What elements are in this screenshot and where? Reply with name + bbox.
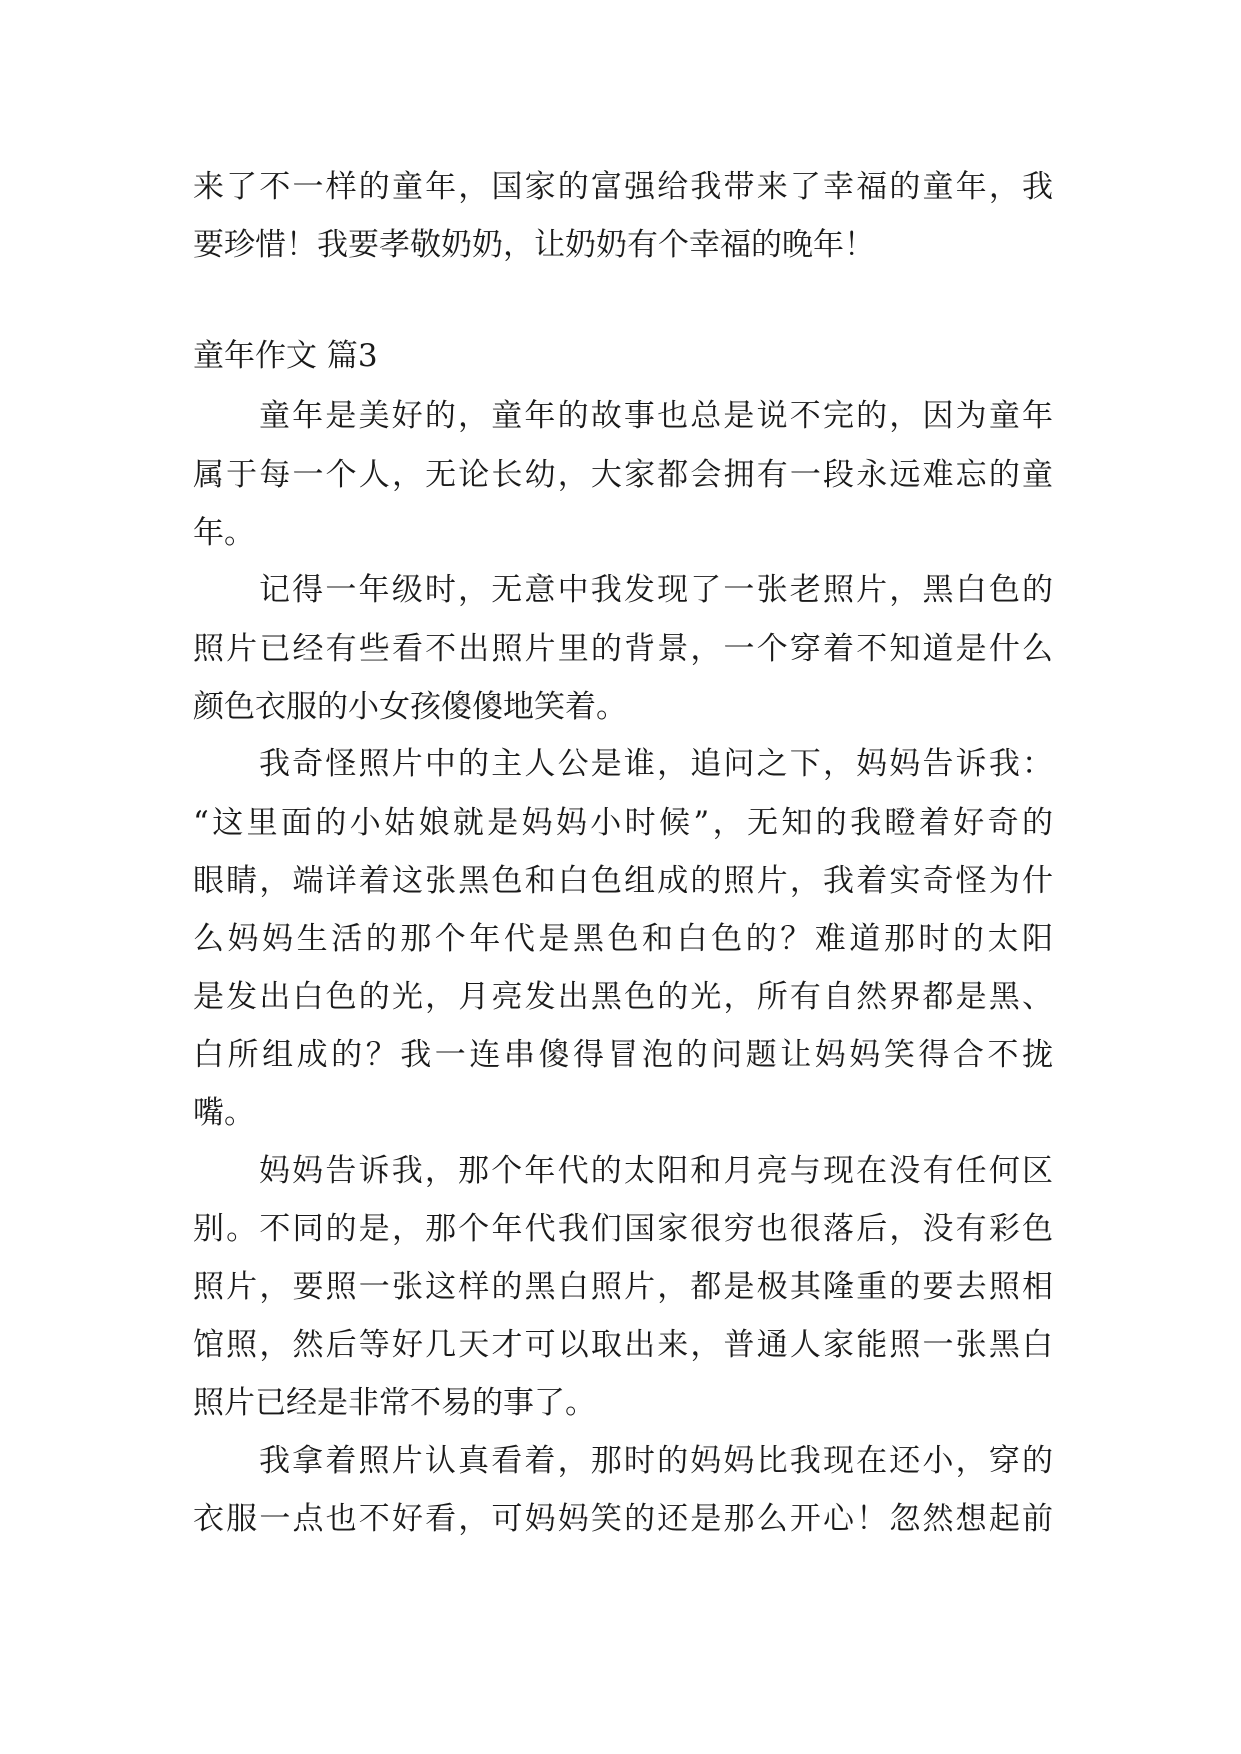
text-line: 嘴。: [193, 1095, 255, 1131]
text-line: 属于每一个人，无论长幼，大家都会拥有一段永远难忘的童: [193, 457, 1053, 493]
text-line: 照片已经是非常不易的事了。: [193, 1385, 596, 1421]
text-line: 童年是美好的，童年的故事也总是说不完的，因为童年: [259, 398, 1053, 434]
text-line: 要珍惜！我要孝敬奶奶，让奶奶有个幸福的晚年！: [193, 227, 875, 263]
text-line: 我拿着照片认真看着，那时的妈妈比我现在还小，穿的: [259, 1443, 1053, 1479]
text-line: 么妈妈生活的那个年代是黑色和白色的？难道那时的太阳: [193, 921, 1053, 957]
text-line: 是发出白色的光，月亮发出黑色的光，所有自然界都是黑、: [193, 979, 1053, 1015]
text-line: “这里面的小姑娘就是妈妈小时候”，无知的我瞪着好奇的: [193, 805, 1053, 841]
text-line: 照片已经有些看不出照片里的背景，一个穿着不知道是什么: [193, 631, 1053, 667]
text-line: 照片，要照一张这样的黑白照片，都是极其隆重的要去照相: [193, 1269, 1053, 1305]
text-line: 来了不一样的童年，国家的富强给我带来了幸福的童年，我: [193, 169, 1053, 205]
text-line: 年。: [193, 515, 255, 551]
text-line: 我奇怪照片中的主人公是谁，追问之下，妈妈告诉我：: [259, 746, 1053, 782]
text-line: 别。不同的是，那个年代我们国家很穷也很落后，没有彩色: [193, 1211, 1053, 1247]
text-line: 衣服一点也不好看，可妈妈笑的还是那么开心！忽然想起前: [193, 1501, 1053, 1537]
text-line: 记得一年级时，无意中我发现了一张老照片，黑白色的: [259, 572, 1053, 608]
text-line: 馆照，然后等好几天才可以取出来，普通人家能照一张黑白: [193, 1327, 1053, 1363]
text-line: 颜色衣服的小女孩傻傻地笑着。: [193, 689, 627, 725]
text-line: 眼睛，端详着这张黑色和白色组成的照片，我着实奇怪为什: [193, 863, 1053, 899]
text-line: 妈妈告诉我，那个年代的太阳和月亮与现在没有任何区: [259, 1153, 1053, 1189]
section-title: 童年作文 篇3: [193, 338, 378, 374]
text-line: 白所组成的？我一连串傻得冒泡的问题让妈妈笑得合不拢: [193, 1037, 1053, 1073]
